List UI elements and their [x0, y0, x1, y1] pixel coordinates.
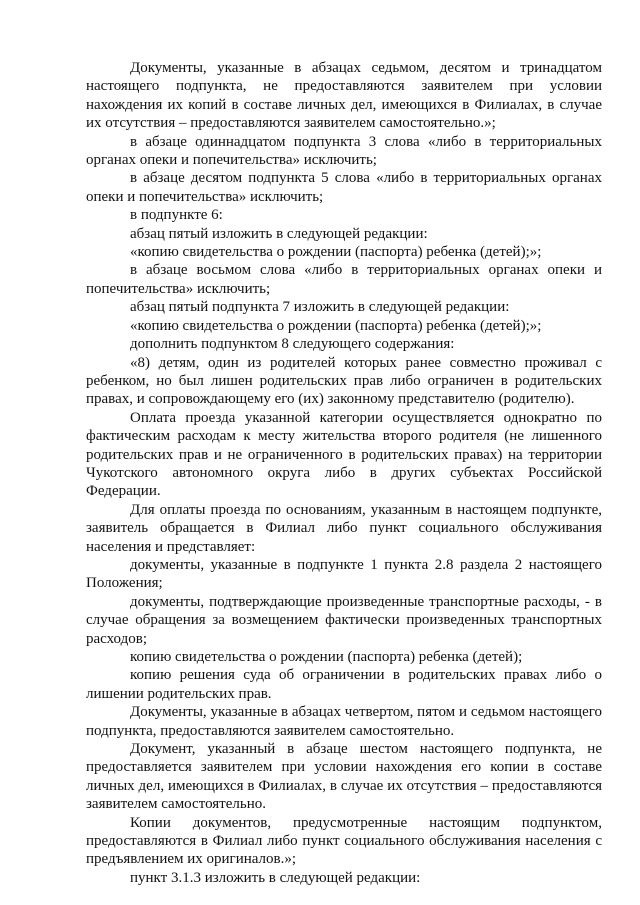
- paragraph: копию свидетельства о рождении (паспорта) ребенка (детей);: [130, 649, 523, 665]
- paragraph: Для оплаты проезда по основаниям, указанным в настоящем подпункте, заявитель обращается в Филиал либо пункт социального обслуживания населения и представляет:: [86, 501, 602, 555]
- paragraph: дополнить подпунктом 8 следующего содержания:: [130, 336, 455, 353]
- paragraph: «копию свидетельства о рождении (паспорта) ребенка (детей);»;: [130, 317, 542, 334]
- paragraph: Оплата проезда указанной категории осуществляется однократно по фактическим расходам к месту жительства второго родителя (не лишенного родительских прав и не ограниченного в родительских правах) на территории Чукотского автономного округа либо в других субъектах Российской Федерации.: [86, 409, 602, 500]
- paragraph: в абзаце одиннадцатом подпункта 3 слова «либо в территориальных органах опеки и попечительства» исключить;: [86, 133, 602, 169]
- paragraph: пункт 3.1.3 изложить в следующей редакции:: [130, 869, 421, 886]
- paragraph: Документ, указанный в абзаце шестом настоящего подпункта, не предоставляется заявителем при условии нахождения его копии в составе личных дел, имеющихся в Филиалах, в случае их отсутствия – предоставляются заявителем самостоятельно.: [86, 741, 602, 813]
- paragraph: абзац пятый изложить в следующей редакции:: [130, 225, 428, 242]
- paragraph: «8) детям, один из родителей которых ранее совместно проживал с ребенком, но был лишен родительских прав либо ограничен в родительских правах, и сопровождающему его (их) законному представителю (родителю).: [86, 354, 602, 408]
- paragraph: документы, подтверждающие произведенные транспортные расходы, - в случае обращения за возмещением фактически произведенных транспортных расходов;: [86, 593, 602, 647]
- paragraph: Копии документов, предусмотренные настоящим подпунктом, предоставляются в Филиал либо пункт социального обслуживания населения с предъявлением их оригиналов.»;: [86, 814, 602, 868]
- paragraph: в подпункте 6:: [130, 207, 223, 224]
- paragraph: в абзаце десятом подпункта 5 слова «либо в территориальных органах опеки и попечительства» исключить;: [86, 170, 602, 205]
- paragraph: Документы, указанные в абзацах четвертом, пятом и седьмом настоящего подпункта, предоставляются заявителем самостоятельно.: [86, 704, 602, 739]
- paragraph: абзац пятый подпункта 7 изложить в следующей редакции:: [130, 299, 510, 316]
- paragraph: документы, указанные в подпункте 1 пункта 2.8 раздела 2 настоящего Положения;: [86, 556, 602, 592]
- paragraph: «копию свидетельства о рождении (паспорта) ребенка (детей);»;: [130, 244, 542, 261]
- paragraph: копию решения суда об ограничении в родительских правах либо о лишении родительских прав.: [86, 667, 602, 702]
- document-body: [86, 59, 602, 887]
- paragraph: Документы, указанные в абзацах седьмом, десятом и тринадцатом настоящего подпункта, не предоставляются заявителем при условии нахождения их копий в составе личных дел, имеющихся в Филиалах, в случае их отсутствия – предоставляются заявителем самостоятельно.»;: [86, 60, 602, 132]
- paragraph: в абзаце восьмом слова «либо в территориальных органах опеки и попечительства» исключить;: [86, 262, 602, 297]
